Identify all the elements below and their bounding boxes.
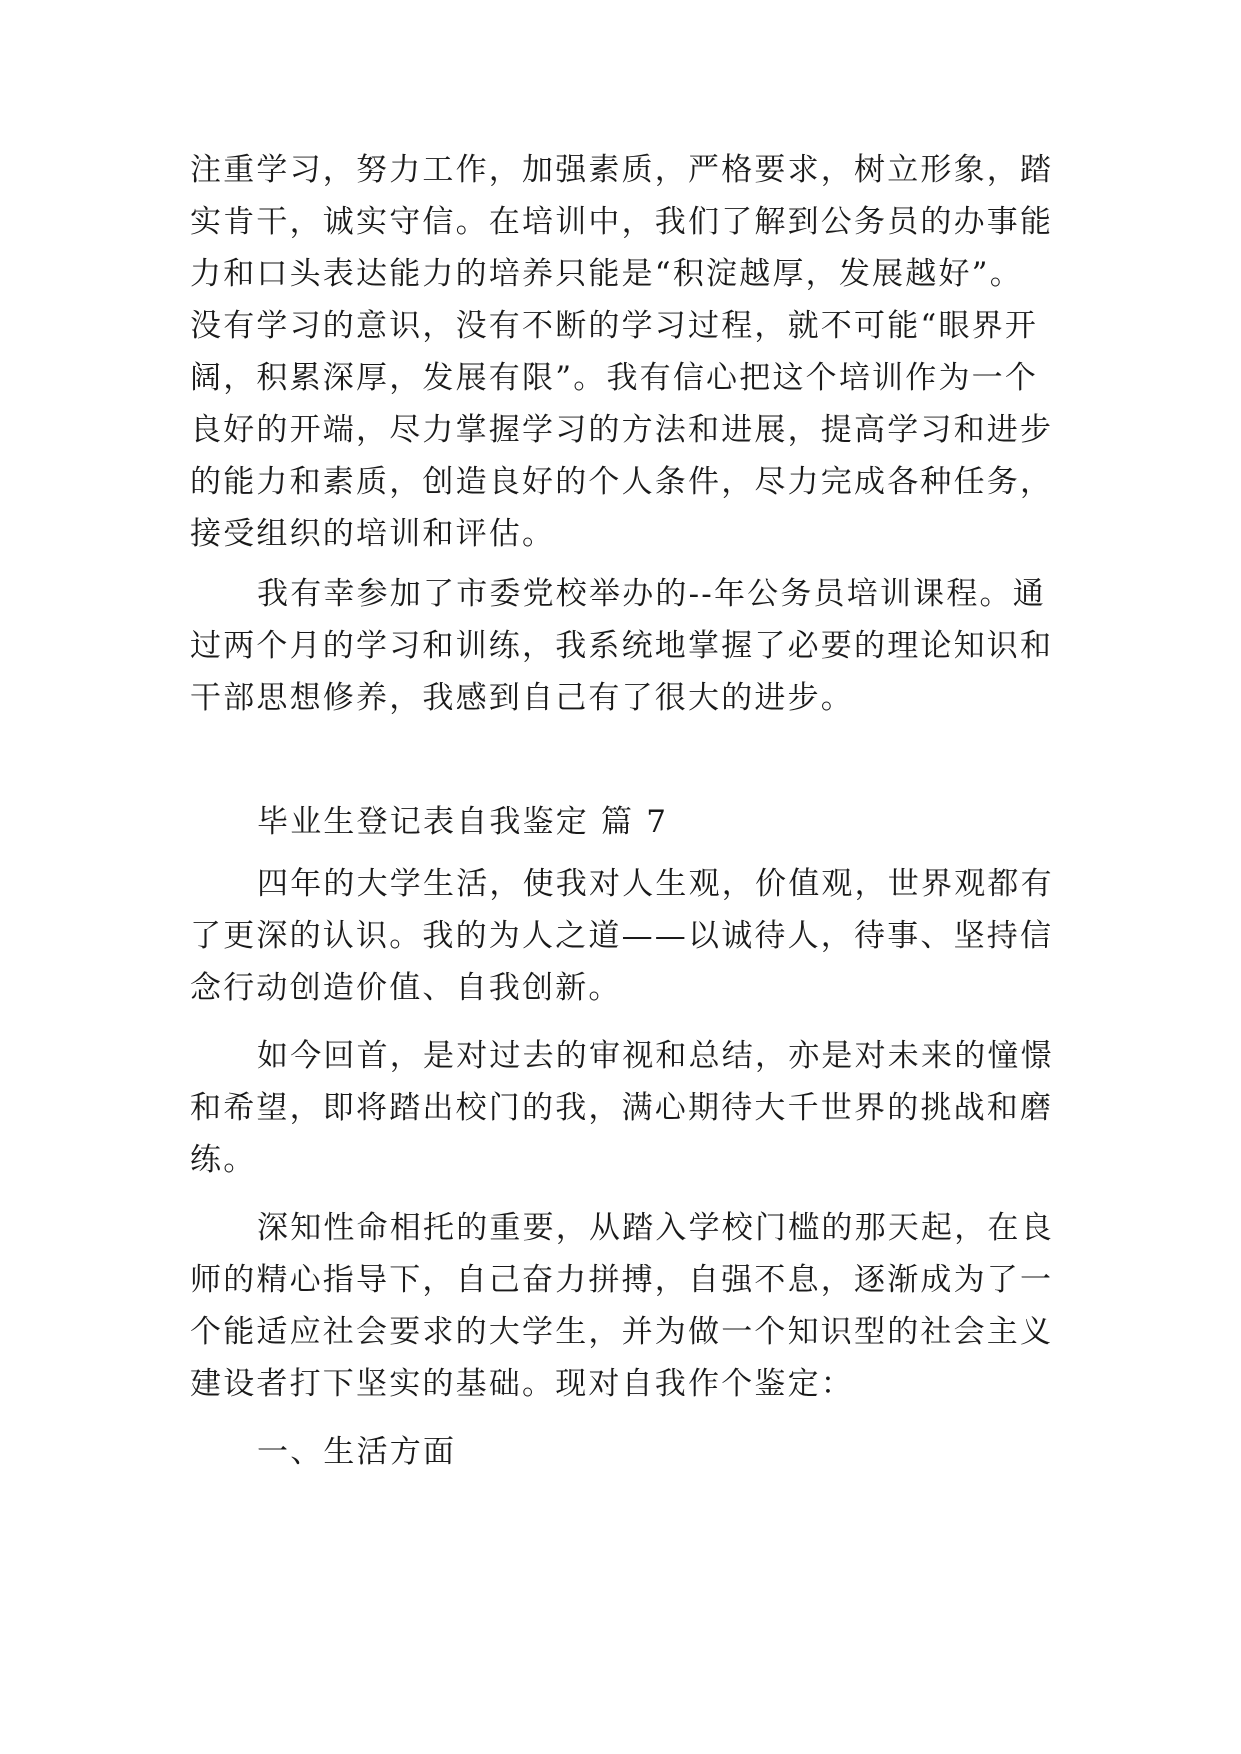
paragraph-line: 干部思想修养，我感到自己有了很大的进步。 [190,680,854,716]
paragraph-line: 的能力和素质，创造良好的个人条件，尽力完成各种任务， [190,464,1054,500]
paragraph-line: 和希望，即将踏出校门的我，满心期待大千世界的挑战和磨 [190,1090,1054,1126]
paragraph-line: 念行动创造价值、自我创新。 [190,970,622,1006]
paragraph-line: 注重学习，努力工作，加强素质，严格要求，树立形象，踏 [190,152,1054,188]
paragraph-line: 四年的大学生活，使我对人生观，价值观，世界观都有 [257,866,1054,902]
subheading: 一、生活方面 [257,1434,457,1470]
paragraph-line: 过两个月的学习和训练，我系统地掌握了必要的理论知识和 [190,628,1054,664]
paragraph-line: 接受组织的培训和评估。 [190,516,556,552]
paragraph-line: 我有幸参加了市委党校举办的--年公务员培训课程。通 [257,576,1046,612]
section-title: 毕业生登记表自我鉴定 篇 7 [257,804,669,840]
paragraph-line: 建设者打下坚实的基础。现对自我作个鉴定： [190,1366,854,1402]
paragraph-line: 深知性命相托的重要，从踏入学校门槛的那天起，在良 [257,1210,1054,1246]
paragraph-line: 阔，积累深厚，发展有限”。我有信心把这个培训作为一个 [190,360,1039,396]
paragraph-line: 如今回首，是对过去的审视和总结，亦是对未来的憧憬 [257,1038,1054,1074]
paragraph-line: 个能适应社会要求的大学生，并为做一个知识型的社会主义 [190,1314,1054,1350]
paragraph-line: 良好的开端，尽力掌握学习的方法和进展，提高学习和进步 [190,412,1054,448]
paragraph-line: 练。 [190,1142,257,1178]
paragraph-line: 了更深的认识。我的为人之道——以诚待人，待事、坚持信 [190,918,1054,954]
paragraph-line: 力和口头表达能力的培养只能是“积淀越厚，发展越好”。 [190,256,1023,292]
paragraph-line: 师的精心指导下，自己奋力拼搏，自强不息，逐渐成为了一 [190,1262,1054,1298]
paragraph-line: 实肯干，诚实守信。在培训中，我们了解到公务员的办事能 [190,204,1054,240]
paragraph-line: 没有学习的意识，没有不断的学习过程，就不可能“眼界开 [190,308,1039,344]
